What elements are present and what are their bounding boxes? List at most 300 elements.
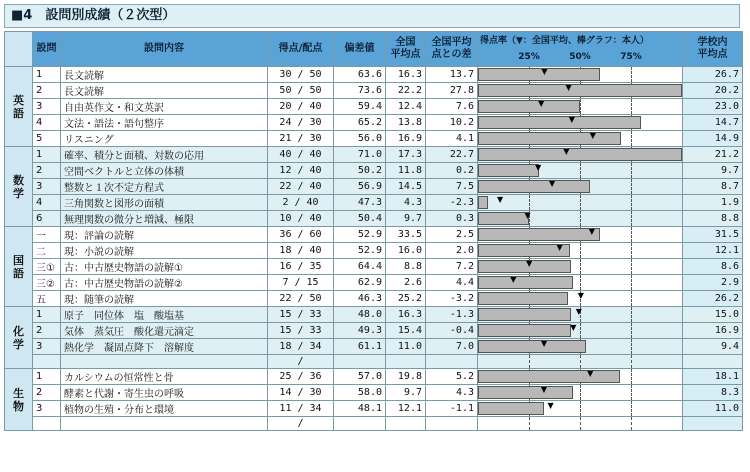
national-average: 16.3 xyxy=(386,307,426,323)
score: 2 / 40 xyxy=(268,195,334,211)
national-average: 12.4 xyxy=(386,99,426,115)
diff-from-average: -1.3 xyxy=(426,307,478,323)
score-rate-cell xyxy=(478,83,683,99)
national-average: 2.6 xyxy=(386,275,426,291)
national-average: 16.3 xyxy=(386,67,426,83)
table-row xyxy=(5,83,743,99)
question-no: 2 xyxy=(33,385,61,401)
question-content: 現：評論の読解 xyxy=(61,227,268,243)
national-average: 12.1 xyxy=(386,401,426,417)
subject-label: 国 語 xyxy=(5,227,33,307)
diff-from-average: -0.4 xyxy=(426,323,478,339)
national-average-marker: ▼ xyxy=(541,339,548,348)
header-no: 設問 xyxy=(33,32,61,67)
score-rate-cell xyxy=(478,195,683,211)
score: / xyxy=(268,417,334,431)
score: 18 / 40 xyxy=(268,243,334,259)
national-average-marker: ▼ xyxy=(577,291,584,300)
table-row xyxy=(5,163,743,179)
national-average xyxy=(386,417,426,431)
national-average-marker: ▼ xyxy=(538,99,545,108)
school-average: 2.9 xyxy=(683,275,743,291)
diff-from-average: 4.3 xyxy=(426,385,478,401)
score: 7 / 15 xyxy=(268,275,334,291)
diff-from-average xyxy=(426,355,478,369)
deviation: 57.0 xyxy=(334,369,386,385)
question-content: 古：中古歴史物語の読解② xyxy=(61,275,268,291)
question-no: 1 xyxy=(33,369,61,385)
header-rate-title: 得点率（▼：全国平均、棒グラフ：本人） xyxy=(480,36,649,46)
table-row xyxy=(5,339,743,355)
self-score-bar xyxy=(478,386,573,399)
question-no: 三① xyxy=(33,259,61,275)
national-average xyxy=(386,355,426,369)
question-content: カルシウムの恒常性と骨 xyxy=(61,369,268,385)
score: 10 / 40 xyxy=(268,211,334,227)
score: 12 / 40 xyxy=(268,163,334,179)
score-rate-cell xyxy=(478,147,683,163)
national-average-marker: ▼ xyxy=(510,275,517,284)
diff-from-average: 7.2 xyxy=(426,259,478,275)
deviation: 48.1 xyxy=(334,401,386,417)
gridline-75 xyxy=(631,195,632,210)
section-title: ■4 設問別成績（２次型） xyxy=(4,4,740,28)
national-average-marker: ▼ xyxy=(587,369,594,378)
score: 20 / 40 xyxy=(268,99,334,115)
tick-75: 75% xyxy=(620,52,642,62)
question-content: 整数と１次不定方程式 xyxy=(61,179,268,195)
question-content: 確率、積分と面積、対数の応用 xyxy=(61,147,268,163)
deviation: 52.9 xyxy=(334,243,386,259)
deviation: 64.4 xyxy=(334,259,386,275)
national-average-marker: ▼ xyxy=(496,195,504,204)
score: 15 / 33 xyxy=(268,307,334,323)
question-content: 自由英作文・和文英訳 xyxy=(61,99,268,115)
question-no: 3 xyxy=(33,339,61,355)
national-average-marker: ▼ xyxy=(588,227,595,236)
national-average-marker: ▼ xyxy=(548,179,556,188)
question-content: 三角関数と図形の面積 xyxy=(61,195,268,211)
empty-row xyxy=(5,355,743,369)
question-no: 3 xyxy=(33,401,61,417)
question-no: 2 xyxy=(33,323,61,339)
gridline-50 xyxy=(580,385,581,400)
gridline-75 xyxy=(631,307,632,322)
school-average: 23.0 xyxy=(683,99,743,115)
gridline-25 xyxy=(529,195,530,210)
national-average: 19.8 xyxy=(386,369,426,385)
deviation: 61.1 xyxy=(334,339,386,355)
national-average: 11.8 xyxy=(386,163,426,179)
deviation: 50.2 xyxy=(334,163,386,179)
self-score-bar xyxy=(478,370,620,383)
score-rate-cell xyxy=(478,339,683,355)
table-row xyxy=(5,211,743,227)
question-content: リスニング xyxy=(61,131,268,147)
national-average: 14.5 xyxy=(386,179,426,195)
self-score-bar xyxy=(478,148,682,161)
diff-from-average: 13.7 xyxy=(426,67,478,83)
deviation: 71.0 xyxy=(334,147,386,163)
school-average: 8.3 xyxy=(683,385,743,401)
school-average: 9.4 xyxy=(683,339,743,355)
header-score: 得点/配点 xyxy=(268,32,334,67)
diff-from-average: -2.3 xyxy=(426,195,478,211)
school-average: 8.6 xyxy=(683,259,743,275)
score: 15 / 33 xyxy=(268,323,334,339)
deviation: 52.9 xyxy=(334,227,386,243)
question-no: 1 xyxy=(33,147,61,163)
question-no: 3 xyxy=(33,99,61,115)
score-rate-cell xyxy=(478,211,683,227)
school-average: 18.1 xyxy=(683,369,743,385)
score: 22 / 50 xyxy=(268,291,334,307)
header-diff-line2: 点との差 xyxy=(431,49,472,60)
question-content: 現：小説の読解 xyxy=(61,243,268,259)
gridline-75 xyxy=(631,99,632,114)
diff-from-average: 0.3 xyxy=(426,211,478,227)
subject-label: 英 語 xyxy=(5,67,33,147)
gridline-75 xyxy=(631,131,632,146)
national-average-marker: ▼ xyxy=(535,163,542,172)
school-average: 26.2 xyxy=(683,291,743,307)
school-average: 1.9 xyxy=(683,195,743,211)
school-average: 14.7 xyxy=(683,115,743,131)
deviation: 56.0 xyxy=(334,131,386,147)
header-deviation: 偏差値 xyxy=(334,32,386,67)
deviation xyxy=(334,355,386,369)
school-average: 21.2 xyxy=(683,147,743,163)
score-rate-cell xyxy=(478,67,683,83)
score-rate-cell xyxy=(478,163,683,179)
empty-row xyxy=(5,417,743,431)
question-no xyxy=(33,417,61,431)
score-rate-cell xyxy=(478,417,683,431)
question-content: 酵素と代謝・寄生虫の呼吸 xyxy=(61,385,268,401)
question-content: 無理関数の微分と増減、極限 xyxy=(61,211,268,227)
school-average: 8.8 xyxy=(683,211,743,227)
school-average xyxy=(683,417,743,431)
school-average: 31.5 xyxy=(683,227,743,243)
question-no: 6 xyxy=(33,211,61,227)
question-content xyxy=(61,417,268,431)
gridline-75 xyxy=(631,163,632,178)
self-score-bar xyxy=(478,163,542,177)
deviation: 62.9 xyxy=(334,275,386,291)
deviation: 58.0 xyxy=(334,385,386,401)
national-average: 4.3 xyxy=(386,195,426,211)
score-rate-cell xyxy=(478,401,683,417)
question-no: 二 xyxy=(33,243,61,259)
table-row xyxy=(5,275,743,291)
gridline-75 xyxy=(631,259,632,274)
self-score-bar xyxy=(478,324,571,337)
question-content: 長文読解 xyxy=(61,67,268,83)
self-score-bar xyxy=(478,84,682,97)
score-rate-cell xyxy=(478,99,683,115)
score: 25 / 36 xyxy=(268,369,334,385)
gridline-50 xyxy=(580,275,581,290)
deviation: 63.6 xyxy=(334,67,386,83)
gridline-75 xyxy=(631,323,632,338)
header-school-line2: 平均点 xyxy=(697,49,728,60)
header-avg-line2: 平均点 xyxy=(390,49,421,60)
national-average: 16.0 xyxy=(386,243,426,259)
national-average-marker: ▼ xyxy=(570,323,577,332)
table-row xyxy=(5,147,743,163)
national-average: 9.7 xyxy=(386,211,426,227)
score-rate-cell xyxy=(478,323,683,339)
diff-from-average: 4.1 xyxy=(426,131,478,147)
score: 14 / 30 xyxy=(268,385,334,401)
national-average-marker: ▼ xyxy=(547,401,554,410)
subject-label: 数 学 xyxy=(5,147,33,227)
question-no: 2 xyxy=(33,163,61,179)
table-row xyxy=(5,401,743,417)
gridline-75 xyxy=(631,243,632,258)
gridline-50 xyxy=(580,211,581,226)
header-diff xyxy=(426,32,478,67)
gridline-50 xyxy=(580,323,581,338)
self-score-bar xyxy=(478,340,586,353)
header-school-average xyxy=(683,32,743,67)
self-score-bar xyxy=(478,260,571,273)
question-results-table xyxy=(4,31,743,431)
diff-from-average: 27.8 xyxy=(426,83,478,99)
gridline-75 xyxy=(631,339,632,354)
table-row xyxy=(5,131,743,147)
question-content: 気体 蒸気圧 酸化還元滴定 xyxy=(61,323,268,339)
national-average: 16.9 xyxy=(386,131,426,147)
school-average: 14.9 xyxy=(683,131,743,147)
gridline-50 xyxy=(580,259,581,274)
self-score-bar xyxy=(478,402,544,415)
diff-from-average: -1.1 xyxy=(426,401,478,417)
diff-from-average: 4.4 xyxy=(426,275,478,291)
gridline-75 xyxy=(631,179,632,194)
score-rate-cell xyxy=(478,307,683,323)
score: 30 / 50 xyxy=(268,67,334,83)
national-average: 25.2 xyxy=(386,291,426,307)
national-average: 15.4 xyxy=(386,323,426,339)
self-score-bar xyxy=(478,116,641,129)
header-content: 設問内容 xyxy=(61,32,268,67)
question-no: 5 xyxy=(33,131,61,147)
question-no: 1 xyxy=(33,67,61,83)
question-no: 4 xyxy=(33,195,61,211)
table-row xyxy=(5,67,743,83)
gridline-50 xyxy=(580,401,581,416)
header-school-line1: 学校内 xyxy=(697,37,728,48)
subject-label: 化 学 xyxy=(5,307,33,369)
self-score-bar xyxy=(478,276,573,289)
national-average-marker: ▼ xyxy=(524,211,531,220)
tick-50: 50% xyxy=(569,52,591,62)
table-row xyxy=(5,291,743,307)
national-average-marker: ▼ xyxy=(540,385,547,394)
national-average: 33.5 xyxy=(386,227,426,243)
deviation: 49.3 xyxy=(334,323,386,339)
diff-from-average xyxy=(426,417,478,431)
self-score-bar xyxy=(478,196,488,209)
deviation: 65.2 xyxy=(334,115,386,131)
table-row xyxy=(5,323,743,339)
score: 21 / 30 xyxy=(268,131,334,147)
header-score-rate xyxy=(478,32,683,67)
diff-from-average: 10.2 xyxy=(426,115,478,131)
question-content: 古：中古歴史物語の読解① xyxy=(61,259,268,275)
question-no: 三② xyxy=(33,275,61,291)
diff-from-average: -3.2 xyxy=(426,291,478,307)
self-score-bar xyxy=(478,100,580,113)
gridline-75 xyxy=(631,67,632,82)
national-average-marker: ▼ xyxy=(541,67,548,76)
self-score-bar xyxy=(478,68,600,81)
table-row xyxy=(5,259,743,275)
diff-from-average: 7.6 xyxy=(426,99,478,115)
question-content: 長文読解 xyxy=(61,83,268,99)
gridline-50 xyxy=(580,163,581,178)
question-no: 五 xyxy=(33,291,61,307)
table-row xyxy=(5,307,743,323)
diff-from-average: 2.0 xyxy=(426,243,478,259)
score: 22 / 40 xyxy=(268,179,334,195)
diff-from-average: 22.7 xyxy=(426,147,478,163)
question-content: 植物の生殖・分布と環境 xyxy=(61,401,268,417)
national-average-marker: ▼ xyxy=(563,147,570,156)
deviation: 56.9 xyxy=(334,179,386,195)
deviation: 46.3 xyxy=(334,291,386,307)
table-row xyxy=(5,243,743,259)
school-average: 20.2 xyxy=(683,83,743,99)
gridline-75 xyxy=(631,291,632,306)
diff-from-average: 7.5 xyxy=(426,179,478,195)
diff-from-average: 7.0 xyxy=(426,339,478,355)
school-average: 12.1 xyxy=(683,243,743,259)
score: 18 / 34 xyxy=(268,339,334,355)
gridline-50 xyxy=(580,195,581,210)
question-no: 一 xyxy=(33,227,61,243)
deviation xyxy=(334,417,386,431)
deviation: 47.3 xyxy=(334,195,386,211)
score: 36 / 60 xyxy=(268,227,334,243)
score-rate-cell xyxy=(478,243,683,259)
score-rate-cell xyxy=(478,115,683,131)
table-body xyxy=(5,67,743,431)
gridline-75 xyxy=(631,227,632,242)
question-content: 現：随筆の読解 xyxy=(61,291,268,307)
question-content xyxy=(61,355,268,369)
header-row xyxy=(5,32,743,67)
question-no: 3 xyxy=(33,179,61,195)
score-rate-cell xyxy=(478,227,683,243)
gridline-75 xyxy=(631,385,632,400)
question-content: 熱化学 凝固点降下 溶解度 xyxy=(61,339,268,355)
question-content: 原子 同位体 塩 酸塩基 xyxy=(61,307,268,323)
national-average: 17.3 xyxy=(386,147,426,163)
national-average-marker: ▼ xyxy=(568,115,575,124)
question-no: 1 xyxy=(33,307,61,323)
score-rate-cell xyxy=(478,131,683,147)
question-no: 4 xyxy=(33,115,61,131)
self-score-bar xyxy=(478,212,529,225)
gridline-75 xyxy=(631,401,632,416)
score-rate-cell xyxy=(478,259,683,275)
score-rate-cell xyxy=(478,355,683,369)
deviation: 73.6 xyxy=(334,83,386,99)
self-score-bar xyxy=(478,132,621,145)
score: 24 / 30 xyxy=(268,115,334,131)
school-average: 15.0 xyxy=(683,307,743,323)
gridline-50 xyxy=(580,243,581,258)
table-row xyxy=(5,115,743,131)
score: 50 / 50 xyxy=(268,83,334,99)
score-rate-cell xyxy=(478,385,683,401)
self-score-bar xyxy=(478,228,600,241)
self-score-bar xyxy=(478,180,590,193)
score: 16 / 35 xyxy=(268,259,334,275)
table-row xyxy=(5,195,743,211)
header-diff-line1: 全国平均 xyxy=(431,37,472,48)
score: / xyxy=(268,355,334,369)
table-row xyxy=(5,227,743,243)
header-avg-line1: 全国 xyxy=(395,37,416,48)
diff-from-average: 0.2 xyxy=(426,163,478,179)
header-national-average xyxy=(386,32,426,67)
school-average: 9.7 xyxy=(683,163,743,179)
header-subject xyxy=(5,32,33,67)
national-average-marker: ▼ xyxy=(526,259,533,268)
table-row xyxy=(5,369,743,385)
national-average: 13.8 xyxy=(386,115,426,131)
score: 40 / 40 xyxy=(268,147,334,163)
score-rate-cell xyxy=(478,291,683,307)
national-average: 22.2 xyxy=(386,83,426,99)
score-rate-cell xyxy=(478,275,683,291)
deviation: 59.4 xyxy=(334,99,386,115)
score-rate-cell xyxy=(478,369,683,385)
national-average-marker: ▼ xyxy=(556,243,563,252)
subject-label: 生 物 xyxy=(5,369,33,431)
national-average-marker: ▼ xyxy=(589,131,596,140)
question-no: 2 xyxy=(33,83,61,99)
deviation: 48.0 xyxy=(334,307,386,323)
national-average: 9.7 xyxy=(386,385,426,401)
school-average: 8.7 xyxy=(683,179,743,195)
gridline-75 xyxy=(631,369,632,384)
diff-from-average: 2.5 xyxy=(426,227,478,243)
gridline-75 xyxy=(631,211,632,226)
table-row xyxy=(5,179,743,195)
question-no xyxy=(33,355,61,369)
national-average-marker: ▼ xyxy=(565,83,572,92)
tick-25: 25% xyxy=(518,52,540,62)
national-average-marker: ▼ xyxy=(575,307,582,316)
gridline-50 xyxy=(580,99,581,114)
school-average xyxy=(683,355,743,369)
school-average: 11.0 xyxy=(683,401,743,417)
table-row xyxy=(5,99,743,115)
school-average: 16.9 xyxy=(683,323,743,339)
self-score-bar xyxy=(478,308,571,321)
school-average: 26.7 xyxy=(683,67,743,83)
national-average: 11.0 xyxy=(386,339,426,355)
deviation: 50.4 xyxy=(334,211,386,227)
score: 11 / 34 xyxy=(268,401,334,417)
diff-from-average: 5.2 xyxy=(426,369,478,385)
gridline-75 xyxy=(631,275,632,290)
score-rate-cell xyxy=(478,179,683,195)
